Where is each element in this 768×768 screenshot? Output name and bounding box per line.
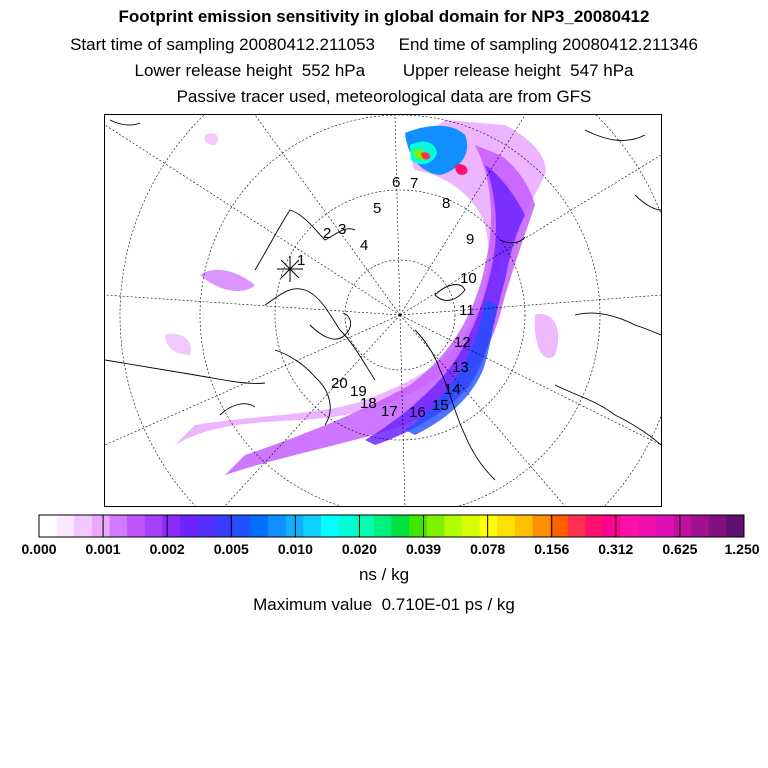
colorbar-swatch — [691, 515, 709, 537]
colorbar-swatch — [57, 515, 75, 537]
colorbar-swatch — [268, 515, 286, 537]
colorbar-swatch — [550, 515, 568, 537]
trajectory-label: 17 — [381, 403, 398, 420]
colorbar-swatch — [321, 515, 339, 537]
trajectory-label: 10 — [460, 270, 477, 287]
trajectory-label: 13 — [452, 359, 469, 376]
colorbar-tick-label: 0.625 — [662, 541, 698, 557]
trajectory-label: 4 — [360, 237, 369, 254]
colorbar-tick-label: 0.156 — [534, 541, 570, 557]
colorbar-swatch — [251, 515, 269, 537]
trajectory-label: 3 — [338, 221, 347, 238]
colorbar-swatch — [92, 515, 110, 537]
colorbar-swatch — [656, 515, 674, 537]
trajectory-label: 1 — [297, 252, 306, 269]
colorbar-swatch — [374, 515, 392, 537]
trajectory-label: 11 — [459, 302, 475, 319]
colorbar-tick-label: 0.010 — [277, 541, 313, 557]
colorbar-swatch — [621, 515, 639, 537]
colorbar-swatch — [198, 515, 216, 537]
colorbar-tick-label: 0.312 — [598, 541, 634, 557]
colorbar-tick-label: 0.020 — [341, 541, 377, 557]
colorbar-swatch — [145, 515, 163, 537]
tracer-info: Passive tracer used, meteorological data are from GFS — [176, 87, 592, 106]
trajectory-label: 19 — [350, 383, 367, 400]
colorbar-tick-label: 1.250 — [724, 541, 760, 557]
colorbar-swatch — [303, 515, 321, 537]
trajectory-label: 9 — [466, 231, 475, 248]
colorbar-tick-label: 0.000 — [21, 541, 57, 557]
colorbar-swatch — [392, 515, 410, 537]
colorbar-swatch — [585, 515, 603, 537]
colorbar-swatch — [339, 515, 357, 537]
trajectory-label: 14 — [444, 381, 461, 398]
colorbar-swatch — [127, 515, 145, 537]
colorbar — [38, 514, 745, 543]
graticule — [105, 115, 661, 506]
colorbar-tick-label: 0.039 — [406, 541, 442, 557]
trajectory-label: 5 — [373, 200, 382, 217]
trajectory-label: 7 — [410, 175, 419, 192]
colorbar-swatch — [74, 515, 92, 537]
trajectory-labels — [297, 174, 477, 421]
footprint-map — [104, 114, 662, 507]
trajectory-label: 18 — [360, 395, 377, 412]
colorbar-swatch — [444, 515, 462, 537]
maximum-value: Maximum value 0.710E-01 ps / kg — [253, 595, 515, 614]
trajectory-label: 8 — [442, 195, 451, 212]
colorbar-swatch — [215, 515, 233, 537]
colorbar-swatch — [709, 515, 727, 537]
colorbar-swatch — [286, 515, 304, 537]
trajectory-label: 20 — [331, 375, 348, 392]
colorbar-swatch — [480, 515, 498, 537]
colorbar-swatch — [180, 515, 198, 537]
plot-title: Footprint emission sensitivity in global domain for NP3_20080412 — [118, 7, 650, 26]
trajectory-label: 15 — [432, 397, 449, 414]
trajectory-label: 6 — [392, 174, 401, 191]
colorbar-tick-label: 0.001 — [85, 541, 121, 557]
sensitivity-plume — [165, 120, 558, 475]
colorbar-swatch — [39, 515, 57, 537]
colorbar-unit: ns / kg — [358, 565, 410, 584]
colorbar-swatch — [603, 515, 621, 537]
colorbar-tick-label: 0.078 — [470, 541, 506, 557]
colorbar-swatch — [497, 515, 515, 537]
colorbar-swatch — [110, 515, 128, 537]
colorbar-swatch — [674, 515, 692, 537]
colorbar-tick-label: 0.005 — [213, 541, 249, 557]
colorbar-swatch — [568, 515, 586, 537]
trajectory-label: 12 — [454, 334, 471, 351]
colorbar-swatch — [638, 515, 656, 537]
colorbar-swatch — [233, 515, 251, 537]
colorbar-swatch — [533, 515, 551, 537]
sampling-times: Start time of sampling 20080412.211053 End time of sampling 20080412.211346 — [70, 35, 698, 54]
colorbar-swatch — [409, 515, 427, 537]
trajectory-label: 2 — [323, 225, 332, 242]
colorbar-swatch — [515, 515, 533, 537]
trajectory-label: 16 — [409, 404, 426, 421]
colorbar-swatch — [726, 515, 744, 537]
colorbar-swatch — [462, 515, 480, 537]
colorbar-swatch — [427, 515, 445, 537]
colorbar-tick-label: 0.002 — [149, 541, 185, 557]
colorbar-swatch — [162, 515, 180, 537]
release-heights: Lower release height 552 hPa Upper release height 547 hPa — [134, 61, 634, 80]
